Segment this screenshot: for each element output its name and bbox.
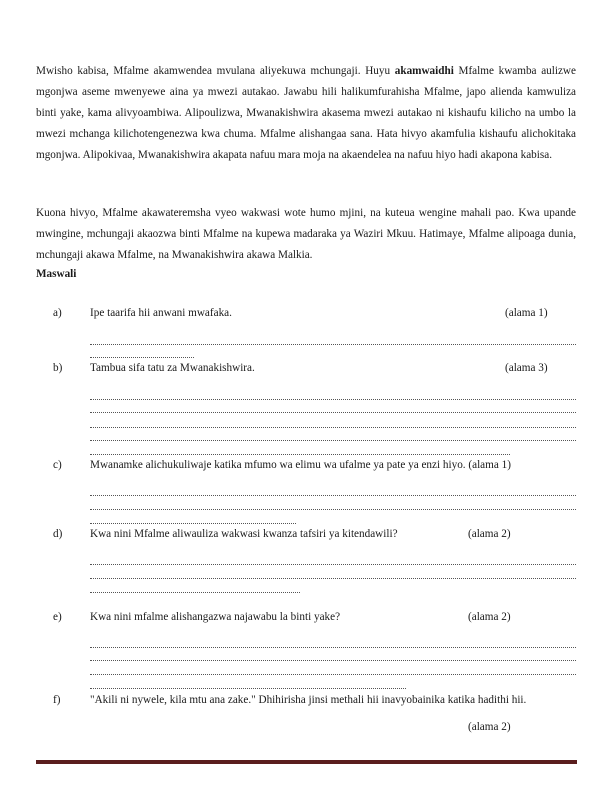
answer-line[interactable] (90, 427, 576, 428)
question-letter: a) (53, 307, 62, 319)
question-text: Kwa nini Mfalme aliwauliza wakwasi kwanza tafsiri ya kitendawili? (90, 528, 398, 540)
paragraph-text: Mwisho kabisa, Mfalme akamwendea mvulana aliyekuwa mchungaji. Huyu (36, 65, 395, 77)
passage-paragraph-2: Kuona hivyo, Mfalme akawateremsha vyeo wakwasi wote humo mjini, na kuteua wengine mahali pao. Kwa upande mwingine, mchungaji akaozwa binti Mfalme na kupewa madaraka ya Waziri Mkuu. Hatimaye, Mfalme alipoaga dunia, mchungaji akawa Mfalme, na Mwanakishwira akawa Malkia. (36, 207, 576, 261)
question-letter: c) (53, 459, 62, 471)
question-letter: e) (53, 611, 62, 623)
question-text: Tambua sifa tatu za Mwanakishwira. (90, 362, 255, 374)
answer-line[interactable] (90, 592, 300, 593)
answer-line[interactable] (90, 454, 510, 455)
question-marks: (alama 2) (468, 611, 511, 623)
answer-line[interactable] (90, 412, 576, 413)
question-letter: b) (53, 362, 63, 374)
question-text: Ipe taarifa hii anwani mwafaka. (90, 307, 232, 319)
question-marks: (alama 3) (505, 362, 548, 374)
answer-line[interactable] (90, 344, 576, 345)
question-marks: (alama 1) (505, 307, 548, 319)
question-marks: (alama 2) (468, 721, 511, 733)
paragraph-text: Mfalme kwamba aulizwe mgonjwa aseme mwenyewe aina ya mwezi autakao. Jawabu hili halikumfurahisha Mfalme, japo alienda kamwuliza binti yake, kama alivyoambiwa. Alipoulizwa, Mwanakishwira akasema mwezi autakao ni kishaufu kilicho na umbo la mwezi mchanga kilichotengenezwa kwa chuma. Mfalme alishangaa sana. Hata hivyo akamfulia kishaufu alichokitaka mgonjwa. Alipokivaa, Mwanakishwira akapata nafuu mara moja na akaendelea na nafuu hiyo hadi akapona kabisa. (36, 65, 576, 161)
question-marks: (alama 2) (468, 528, 511, 540)
footer-divider (36, 760, 577, 764)
question-letter: d) (53, 528, 63, 540)
answer-line[interactable] (90, 674, 576, 675)
answer-line[interactable] (90, 357, 194, 358)
question-text: Mwanamke alichukuliwaje katika mfumo wa elimu wa ufalme ya pate ya enzi hiyo. (alama 1) (90, 459, 511, 471)
answer-line[interactable] (90, 495, 576, 496)
answer-line[interactable] (90, 564, 576, 565)
bold-word: akamwaidhi (394, 65, 454, 77)
question-letter: f) (53, 694, 61, 706)
question-text: Kwa nini mfalme alishangazwa najawabu la binti yake? (90, 611, 341, 623)
answer-line[interactable] (90, 578, 576, 579)
answer-line[interactable] (90, 688, 406, 689)
questions-heading: Maswali (36, 268, 77, 280)
passage-paragraph-1 (36, 61, 576, 166)
answer-line[interactable] (90, 509, 576, 510)
answer-line[interactable] (90, 399, 576, 400)
answer-line[interactable] (90, 440, 576, 441)
question-text: "Akili ni nywele, kila mtu ana zake." Dhihirisha jinsi methali hii inavyobainika katika hadithi hii. (90, 694, 527, 706)
answer-line[interactable] (90, 660, 576, 661)
answer-line[interactable] (90, 647, 576, 648)
answer-line[interactable] (90, 523, 296, 524)
